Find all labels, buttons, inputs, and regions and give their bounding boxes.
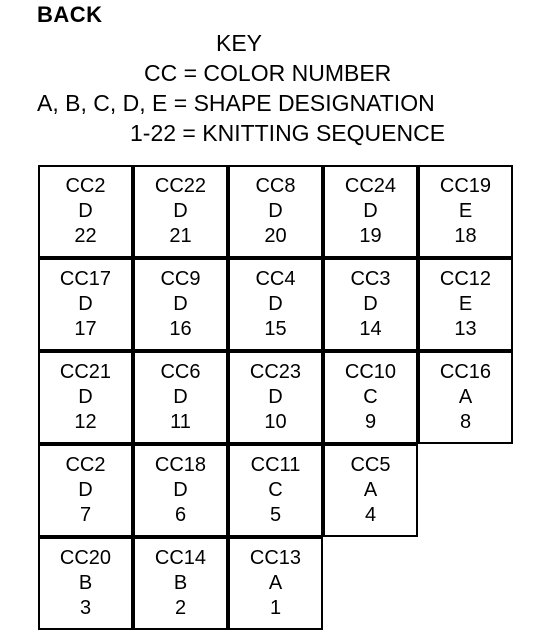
- grid-cell: [133, 165, 228, 258]
- cell-knitting-sequence: 2: [174, 597, 187, 619]
- grid-cell: [228, 351, 323, 444]
- cell-shape-designation: D: [78, 386, 93, 408]
- cell-knitting-sequence: 10: [264, 411, 287, 433]
- cell-shape-designation: D: [173, 479, 188, 501]
- cell-color-number: CC6: [160, 361, 201, 383]
- cell-shape-designation: E: [458, 200, 473, 222]
- cell-knitting-sequence: 12: [74, 411, 97, 433]
- cell-color-number: CC11: [250, 454, 301, 476]
- cell-color-number: CC9: [160, 268, 201, 290]
- grid-cell: [418, 165, 513, 258]
- cell-shape-designation: B: [78, 572, 93, 594]
- cell-knitting-sequence: 1: [269, 597, 282, 619]
- cell-knitting-sequence: 22: [74, 225, 97, 247]
- key-heading: KEY: [216, 30, 263, 56]
- cell-color-number: CC14: [154, 547, 207, 569]
- grid-cell: [228, 258, 323, 351]
- grid-cell: [38, 258, 133, 351]
- cell-knitting-sequence: 17: [74, 318, 97, 340]
- grid-cell: [228, 537, 323, 630]
- cell-shape-designation: D: [78, 200, 93, 222]
- cell-color-number: CC2: [65, 454, 106, 476]
- grid-cell: [323, 165, 418, 258]
- cell-shape-designation: B: [173, 572, 188, 594]
- cell-knitting-sequence: 20: [264, 225, 287, 247]
- grid-cell: [38, 444, 133, 537]
- grid-cell: [228, 444, 323, 537]
- cell-color-number: CC24: [344, 175, 397, 197]
- cell-shape-designation: D: [268, 293, 283, 315]
- knitting-grid: [38, 165, 515, 631]
- cell-shape-designation: A: [458, 386, 473, 408]
- grid-cell: [418, 258, 513, 351]
- cell-color-number: CC13: [249, 547, 302, 569]
- cell-knitting-sequence: 15: [264, 318, 287, 340]
- cell-shape-designation: D: [363, 293, 378, 315]
- grid-cell: [323, 444, 418, 537]
- cell-color-number: CC18: [154, 454, 207, 476]
- cell-shape-designation: D: [173, 386, 188, 408]
- grid-cell: [418, 351, 513, 444]
- cell-color-number: CC21: [59, 361, 112, 383]
- grid-cell: [38, 351, 133, 444]
- cell-knitting-sequence: 8: [459, 411, 472, 433]
- cell-color-number: CC22: [154, 175, 207, 197]
- cell-knitting-sequence: 16: [169, 318, 192, 340]
- cell-shape-designation: D: [78, 479, 93, 501]
- cell-shape-designation: D: [268, 386, 283, 408]
- cell-shape-designation: D: [268, 200, 283, 222]
- key-sequence-line: 1-22 = KNITTING SEQUENCE: [130, 120, 446, 146]
- cell-knitting-sequence: 7: [79, 504, 92, 526]
- grid-cell: [38, 165, 133, 258]
- grid-cell: [133, 258, 228, 351]
- cell-color-number: CC23: [249, 361, 302, 383]
- grid-cell: [323, 351, 418, 444]
- cell-knitting-sequence: 4: [364, 504, 377, 526]
- key-shape-line: A, B, C, D, E = SHAPE DESIGNATION: [37, 90, 435, 116]
- cell-knitting-sequence: 3: [79, 597, 92, 619]
- cell-color-number: CC4: [255, 268, 296, 290]
- cell-knitting-sequence: 11: [170, 411, 191, 433]
- cell-color-number: CC16: [439, 361, 492, 383]
- cell-knitting-sequence: 21: [169, 225, 192, 247]
- grid-cell: [133, 444, 228, 537]
- grid-cell: [323, 258, 418, 351]
- page-title: BACK: [37, 2, 103, 27]
- cell-shape-designation: D: [173, 200, 188, 222]
- cell-knitting-sequence: 6: [174, 504, 187, 526]
- key-color-line: CC = COLOR NUMBER: [144, 60, 392, 86]
- cell-shape-designation: A: [363, 479, 378, 501]
- cell-color-number: CC8: [255, 175, 296, 197]
- cell-knitting-sequence: 19: [359, 225, 382, 247]
- cell-color-number: CC5: [350, 454, 391, 476]
- cell-color-number: CC2: [65, 175, 106, 197]
- cell-color-number: CC17: [59, 268, 112, 290]
- cell-color-number: CC3: [350, 268, 391, 290]
- cell-shape-designation: D: [363, 200, 378, 222]
- cell-color-number: CC12: [439, 268, 492, 290]
- cell-shape-designation: A: [268, 572, 283, 594]
- cell-shape-designation: C: [268, 479, 283, 501]
- grid-cell: [228, 165, 323, 258]
- cell-shape-designation: D: [78, 293, 93, 315]
- cell-knitting-sequence: 9: [364, 411, 377, 433]
- cell-shape-designation: C: [363, 386, 378, 408]
- grid-cell: [38, 537, 133, 630]
- grid-cell: [133, 351, 228, 444]
- cell-shape-designation: D: [173, 293, 188, 315]
- cell-knitting-sequence: 13: [454, 318, 477, 340]
- cell-knitting-sequence: 18: [454, 225, 477, 247]
- cell-knitting-sequence: 5: [269, 504, 282, 526]
- cell-shape-designation: E: [458, 293, 473, 315]
- cell-color-number: CC20: [59, 547, 112, 569]
- cell-color-number: CC19: [439, 175, 492, 197]
- cell-knitting-sequence: 14: [359, 318, 382, 340]
- cell-color-number: CC10: [344, 361, 397, 383]
- grid-cell: [133, 537, 228, 630]
